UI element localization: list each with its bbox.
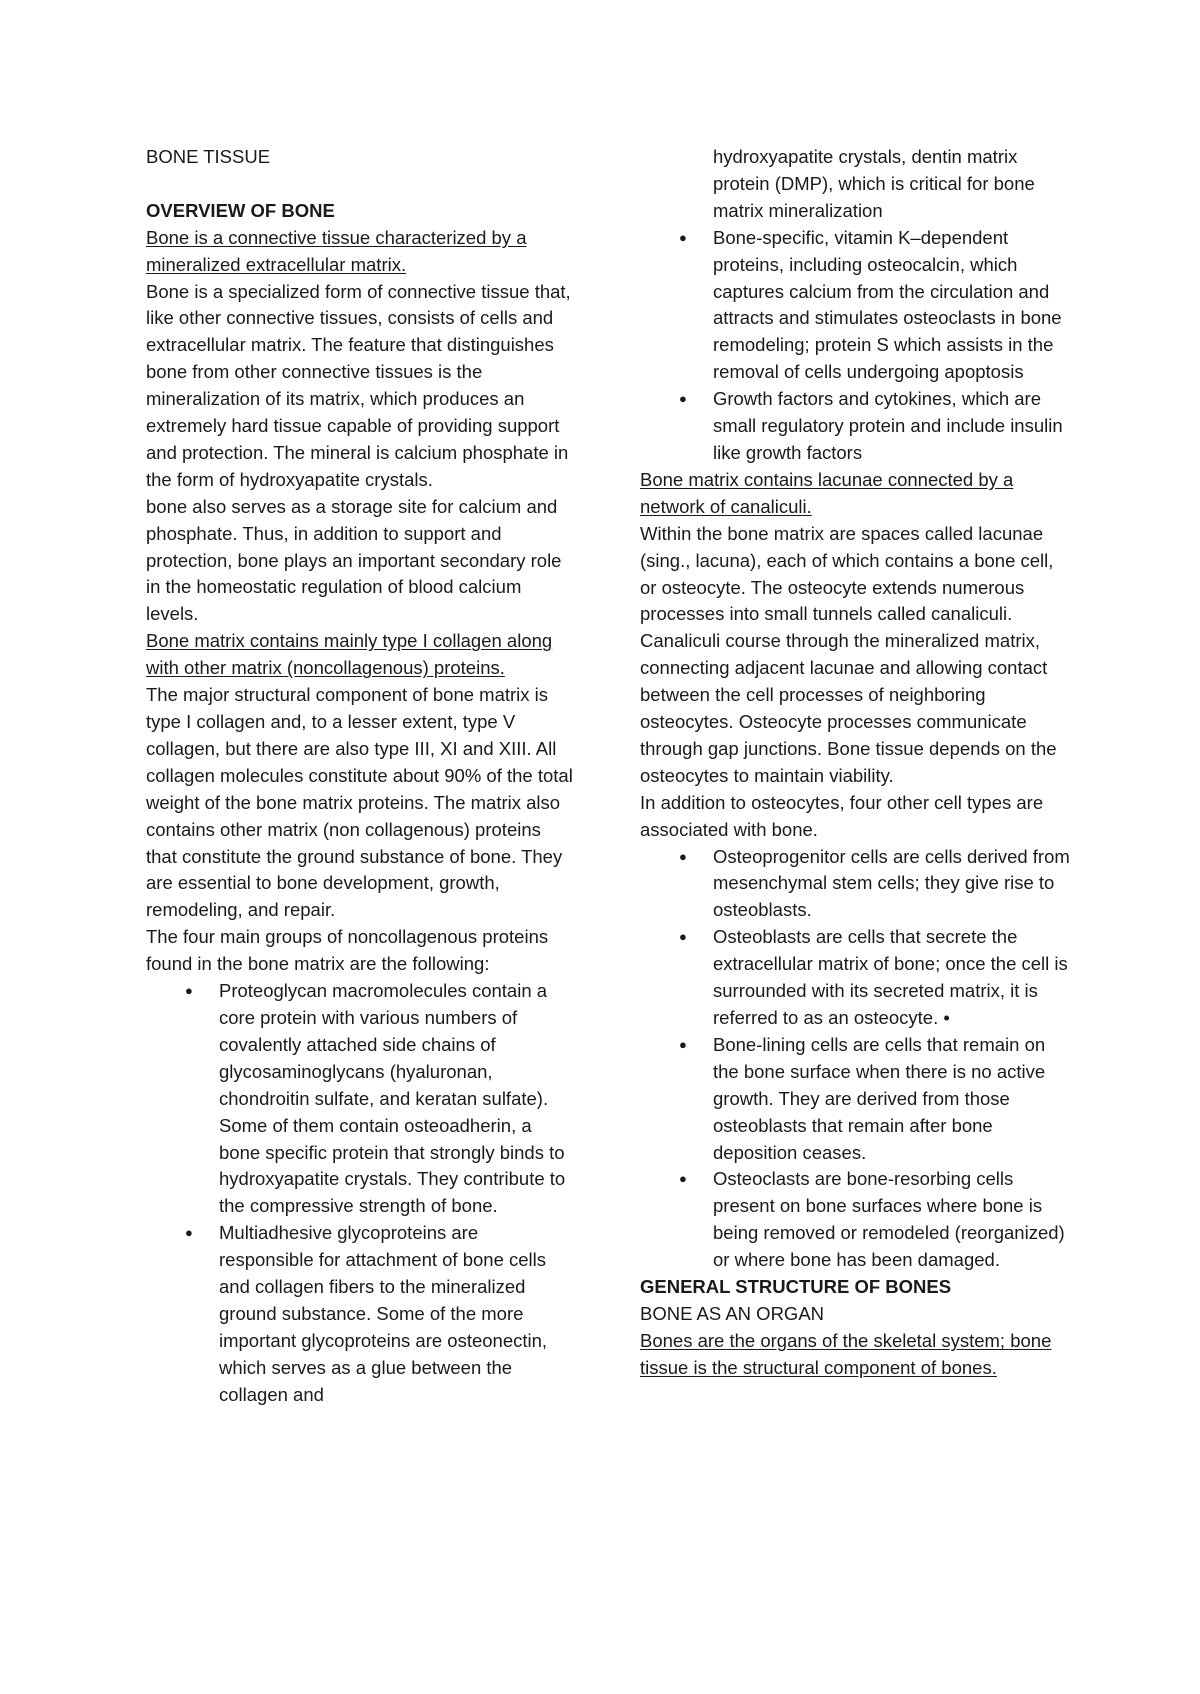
list-item <box>640 386 1070 467</box>
organ-heading: BONE AS AN ORGAN <box>640 1302 825 1324</box>
matrix-paragraph-2: The four main groups of noncollagenous proteins found in the bone matrix are the following: <box>146 926 549 975</box>
bullet-icon: ● <box>679 1036 687 1052</box>
spacer <box>146 171 576 198</box>
list-item-text: Bone-specific, vitamin K–dependent proteins, including osteocalcin, which captures calcium from the circulation and attracts and stimulates osteoclasts in bone remodeling; protein S which assists in the removal of cells undergoing apoptosis <box>713 226 1062 383</box>
list-item-text: Multiadhesive glycoproteins are responsible for attachment of bone cells and collagen fibers to the mineralized ground substance. Some of the more important glycoproteins are osteonectin, which serves as a glue between the collagen and <box>219 1222 548 1405</box>
list-item-text: Bone-lining cells are cells that remain on the bone surface when there is no active growth. They are derived from those osteoblasts that remain after bone deposition ceases. <box>713 1033 1046 1163</box>
overview-heading: OVERVIEW OF BONE <box>146 199 335 221</box>
right-column <box>640 144 1070 1382</box>
list-item <box>640 225 1070 386</box>
bullet-icon: ● <box>679 929 687 945</box>
bullet-icon: ● <box>679 229 687 245</box>
lacunae-paragraph-2: In addition to osteocytes, four other cell types are associated with bone. <box>640 791 1044 840</box>
noncollagenous-proteins-list <box>146 978 576 1409</box>
list-item-text: Osteoprogenitor cells are cells derived from mesenchymal stem cells; they give rise to osteoblasts. <box>713 845 1070 921</box>
list-item <box>640 844 1070 925</box>
matrix-subheading: Bone matrix contains mainly type I collagen along with other matrix (noncollagenous) proteins. <box>146 630 553 679</box>
bullet-icon: ● <box>679 848 687 864</box>
list-item <box>146 978 576 1220</box>
bullet-icon: ● <box>185 1225 193 1241</box>
list-item <box>640 1032 1070 1167</box>
list-item-continuation: hydroxyapatite crystals, dentin matrix protein (DMP), which is critical for bone matrix mineralization <box>713 146 1035 221</box>
list-item <box>640 1166 1070 1274</box>
bullet-icon: ● <box>185 983 193 999</box>
overview-paragraph-2: bone also serves as a storage site for calcium and phosphate. Thus, in addition to support and protection, bone plays an important secondary role in the homeostatic regulation of blood calcium levels. <box>146 495 562 625</box>
overview-subheading: Bone is a connective tissue characterized by a mineralized extracellular matrix. <box>146 226 527 275</box>
overview-paragraph-1: Bone is a specialized form of connective tissue that, like other connective tissues, consists of cells and extracellular matrix. The feature that distinguishes bone from other connective tissues is the mineralization of its matrix, which produces an extremely hard tissue capable of providing support and protection. The mineral is calcium phosphate in the form of hydroxyapatite crystals. <box>146 280 571 490</box>
list-item <box>640 924 1070 1032</box>
document-title: BONE TISSUE <box>146 146 271 167</box>
lacunae-paragraph-1: Within the bone matrix are spaces called lacunae (sing., lacuna), each of which contains a bone cell, or osteocyte. The osteocyte extends numerous processes into small tunnels called canaliculi. Canaliculi course through the mineralized matrix, connecting adjacent lacunae and allowing contact between the cell processes of neighboring osteocytes. Osteocyte processes communicate through gap junctions. Bone tissue depends on the osteocytes to maintain viability. <box>640 522 1057 786</box>
list-item-text: Osteoclasts are bone-resorbing cells present on bone surfaces where bone is being removed or remodeled (reorganized) or where bone has been damaged. <box>713 1168 1065 1271</box>
list-item <box>146 1220 576 1408</box>
left-column <box>146 144 576 1409</box>
bullet-icon: ● <box>679 391 687 407</box>
bullet-icon: ● <box>679 1171 687 1187</box>
lacunae-subheading: Bone matrix contains lacunae connected by a network of canaliculi. <box>640 468 1014 517</box>
matrix-paragraph-1: The major structural component of bone matrix is type I collagen and, to a lesser extent, type V collagen, but there are also type III, XI and XIII. All collagen molecules constitute about 90% of the total weight of the bone matrix proteins. The matrix also contains other matrix (non collagenous) proteins that constitute the ground substance of bone. They are essential to bone development, growth, remodeling, and repair. <box>146 684 573 921</box>
list-item-text: Proteoglycan macromolecules contain a core protein with various numbers of covalently attached side chains of glycosaminoglycans (hyaluronan, chondroitin sulfate, and keratan sulfate). Some of them contain osteoadherin, a bone specific protein that strongly binds to hydroxyapatite crystals. They contribute to the compressive strength of bone. <box>219 980 566 1217</box>
noncollagenous-proteins-list-continued <box>640 225 1070 467</box>
organ-subheading: Bones are the organs of the skeletal system; bone tissue is the structural component of bones. <box>640 1329 1052 1378</box>
bone-cell-types-list <box>640 844 1070 1275</box>
list-item-text: Osteoblasts are cells that secrete the extracellular matrix of bone; once the cell is surrounded with its secreted matrix, it is referred to as an osteocyte. • <box>713 926 1068 1028</box>
list-item-text: Growth factors and cytokines, which are small regulatory protein and include insulin like growth factors <box>713 388 1063 463</box>
structure-heading: GENERAL STRUCTURE OF BONES <box>640 1276 952 1298</box>
